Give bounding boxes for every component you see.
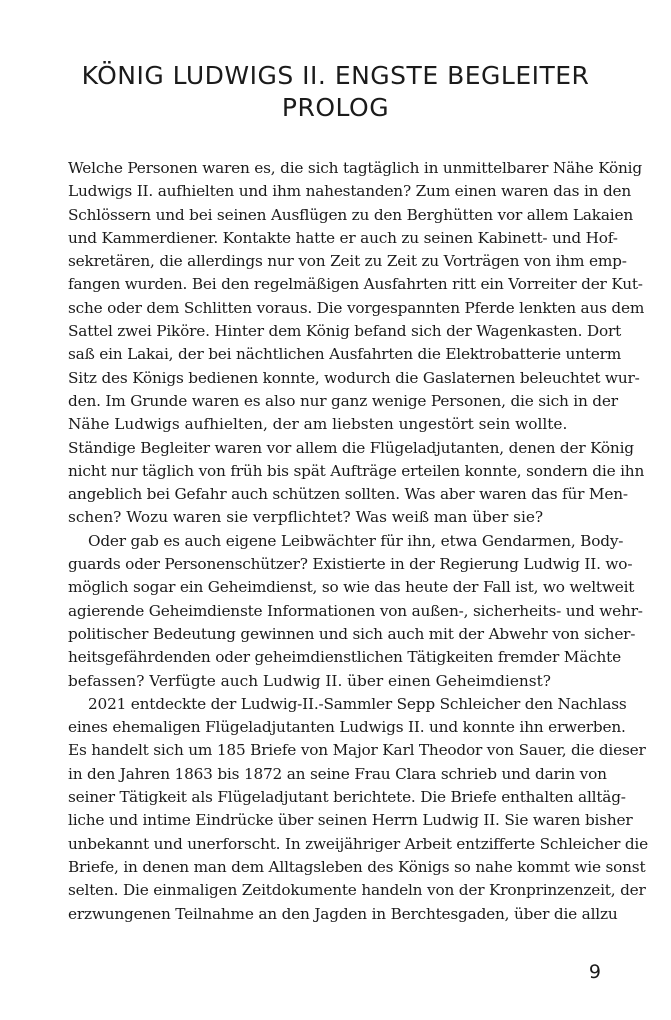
text-line: sekretären, die allerdings nur von Zeit zu Zeit zu Vorträgen von ihm emp- xyxy=(68,252,627,271)
text-line: Schlössern und bei seinen Ausflügen zu den Berghütten vor allem Lakaien xyxy=(68,205,633,224)
text-line: selten. Die einmaligen Zeitdokumente handeln von der Kronprinzenzeit, der xyxy=(68,881,646,900)
text-line: erzwungenen Teilnahme an den Jagden in Berchtesgaden, über die allzu xyxy=(68,904,618,923)
text-line: möglich sogar ein Geheimdienst, so wie das heute der Fall ist, wo weltweit xyxy=(68,578,635,597)
text-line: den. Im Grunde waren es also nur ganz wenige Personen, die sich in der xyxy=(68,391,618,410)
text-line: saß ein Lakai, der bei nächtlichen Ausfahrten die Elektrobatterie unterm xyxy=(68,345,622,364)
text-line: liche und intime Eindrücke über seinen Herrn Ludwig II. Sie waren bisher xyxy=(68,811,633,830)
text-line: Nähe Ludwigs aufhielten, der am liebsten ungestört sein wollte. xyxy=(68,415,568,434)
text-line: Oder gab es auch eigene Leibwächter für ihn, etwa Gendarmen, Body- xyxy=(88,531,624,550)
text-line: Sattel zwei Piköre. Hinter dem König befand sich der Wagenkasten. Dort xyxy=(68,322,622,341)
text-line: guards oder Personenschützer? Existierte in der Regierung Ludwig II. wo- xyxy=(68,555,633,574)
text-line: Es handelt sich um 185 Briefe von Major Karl Theodor von Sauer, die dieser xyxy=(68,741,646,760)
text-line: sche oder dem Schlitten voraus. Die vorgespannten Pferde lenkten aus dem xyxy=(68,298,645,317)
text-line: eines ehemaligen Flügeladjutanten Ludwigs II. und konnte ihn erwerben. xyxy=(68,718,626,737)
text-line: agierende Geheimdienste Informationen von außen-, sicherheits- und wehr- xyxy=(68,601,643,620)
text-line: nicht nur täglich von früh bis spät Aufträge erteilen konnte, sondern die ihn xyxy=(68,461,645,480)
chapter-subtitle: PROLOG xyxy=(281,93,390,122)
text-line: befassen? Verfügte auch Ludwig II. über einen Geheimdienst? xyxy=(68,671,551,690)
text-line: und Kammerdiener. Kontakte hatte er auch zu seinen Kabinett- und Hof- xyxy=(68,228,618,247)
text-line: angeblich bei Gefahr auch schützen sollten. Was aber waren das für Men- xyxy=(68,485,628,504)
text-line: in den Jahren 1863 bis 1872 an seine Frau Clara schrieb und darin von xyxy=(68,764,607,783)
text-line: seiner Tätigkeit als Flügeladjutant berichtete. Die Briefe enthalten alltäg- xyxy=(68,788,626,807)
text-line: Ludwigs II. aufhielten und ihm nahestanden? Zum einen waren das in den xyxy=(68,182,632,201)
text-line: schen? Wozu waren sie verpflichtet? Was weiß man über sie? xyxy=(68,508,544,527)
body-text xyxy=(68,157,648,926)
text-line: 2021 entdeckte der Ludwig-II.-Sammler Sepp Schleicher den Nachlass xyxy=(88,694,627,713)
chapter-title: KÖNIG LUDWIGS II. ENGSTE BEGLEITER xyxy=(81,61,590,90)
text-line: fangen wurden. Bei den regelmäßigen Ausfahrten ritt ein Vorreiter der Kut- xyxy=(68,275,643,294)
text-line: heitsgefährdenden oder geheimdienstlichen Tätigkeiten fremder Mächte xyxy=(68,648,621,667)
text-line: Sitz des Königs bedienen konnte, wodurch die Gaslaternen beleuchtet wur- xyxy=(68,368,640,387)
text-line: Ständige Begleiter waren vor allem die Flügeladjutanten, denen der König xyxy=(68,438,634,457)
text-line: Welche Personen waren es, die sich tagtäglich in unmittelbarer Nähe König xyxy=(68,159,642,177)
page-number: 9 xyxy=(588,961,601,983)
text-line: Briefe, in denen man dem Alltagsleben des Königs so nahe kommt wie sonst xyxy=(68,857,646,876)
text-line: politischer Bedeutung gewinnen und sich auch mit der Abwehr von sicher- xyxy=(68,624,636,643)
text-line: unbekannt und unerforscht. In zweijähriger Arbeit entzifferte Schleicher die xyxy=(68,834,648,853)
